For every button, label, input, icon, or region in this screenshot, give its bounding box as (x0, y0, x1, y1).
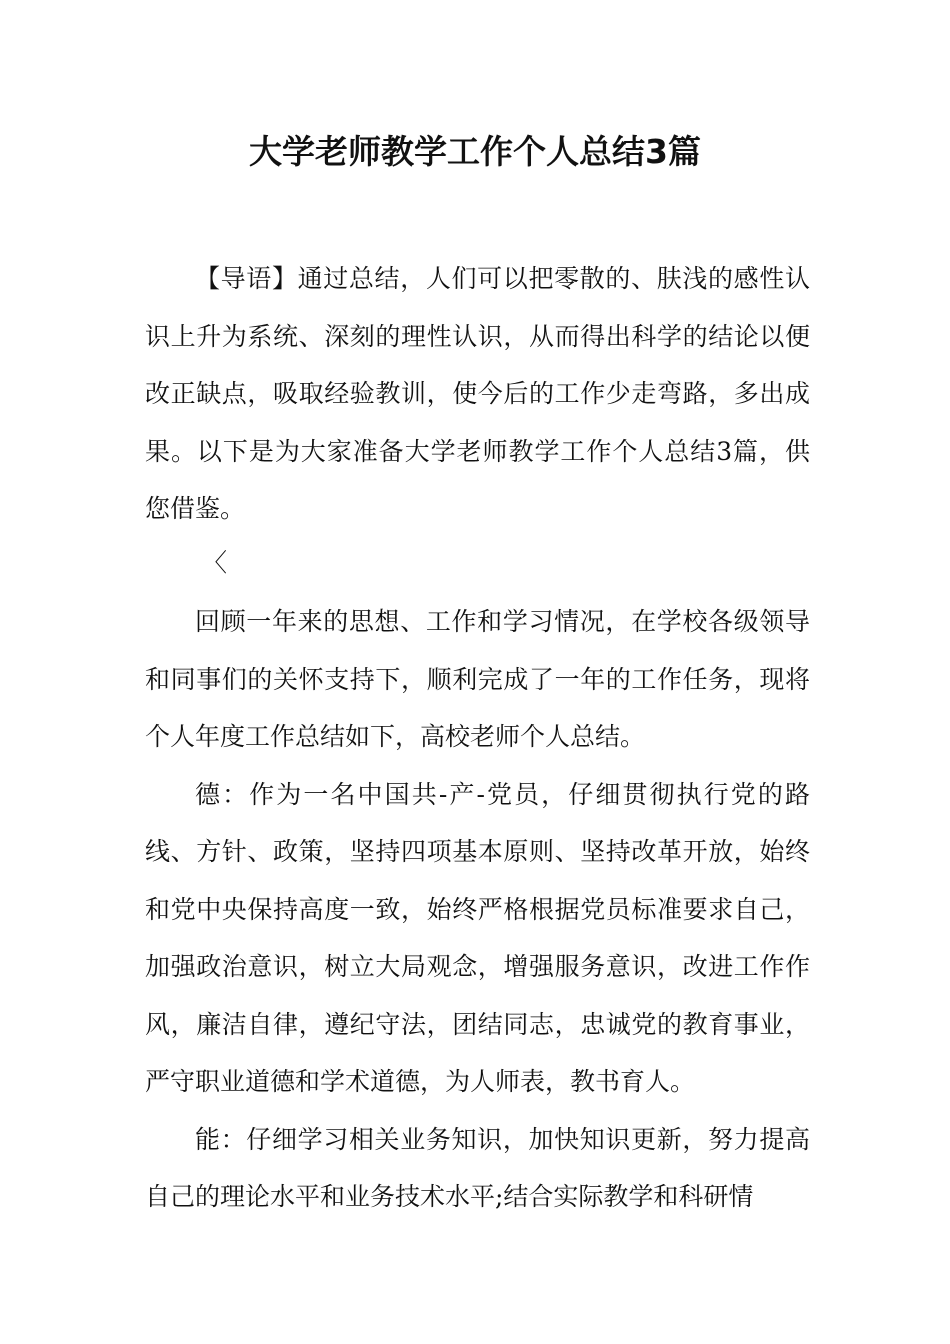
paragraph-review: 回顾一年来的思想、工作和学习情况，在学校各级领导和同事们的关怀支持下，顺利完成了一年的工作任务，现将个人年度工作总结如下，高校老师个人总结。 (145, 607, 810, 751)
content-section (145, 593, 810, 1226)
bracket-mark: 〈 (202, 548, 228, 577)
paragraph-ability: 能：仔细学习相关业务知识，加快知识更新，努力提高自己的理论水平和业务技术水平;结合实际教学和科研情 (145, 1124, 810, 1211)
paragraph-morality: 德：作为一名中国共-产-党员，仔细贯彻执行党的路线、方针、政策，坚持四项基本原则、坚持改革开放，始终和党中央保持高度一致，始终严格根据党员标准要求自己，加强政治意识，树立大局观念，增强服务意识，改进工作作风，廉洁自律，遵纪守法，团结同志，忠诚党的教育事业，严守职业道德和学术道德，为人师表，教书育人。 (145, 779, 810, 1096)
intro-section (145, 250, 810, 538)
document-title: 大学老师教学工作个人总结3篇 (249, 132, 701, 171)
intro-paragraph: 【导语】通过总结，人们可以把零散的、肤浅的感性认识上升为系统、深刻的理性认识，从而得出科学的结论以便改正缺点，吸取经验教训，使今后的工作少走弯路，多出成果。以下是为大家准备大学老师教学工作个人总结3篇，供您借鉴。 (145, 264, 810, 523)
